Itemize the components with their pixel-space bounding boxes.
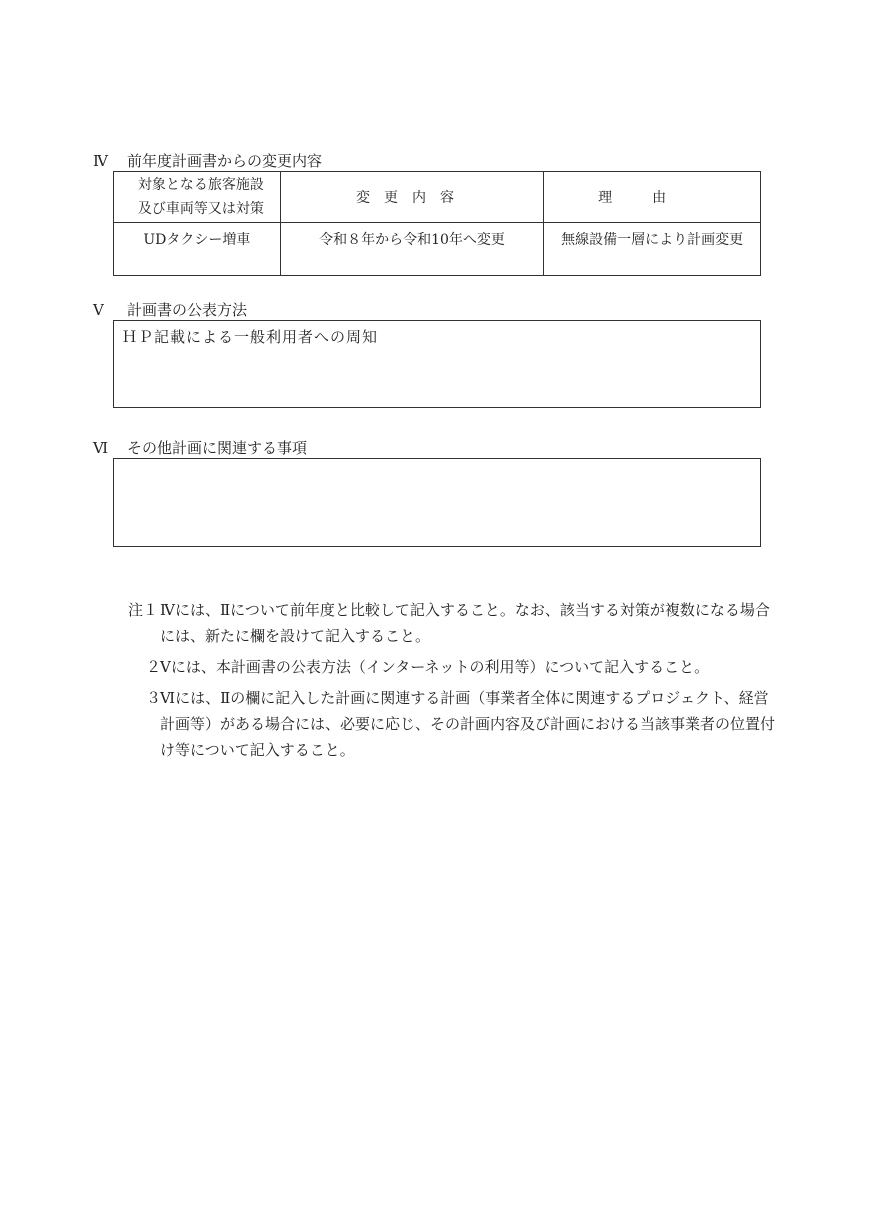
note-3-text: Ⅵには、Ⅱの欄に記入した計画に関連する計画（事業者全体に関連するプロジェクト、経営計画等）がある場合には、必要に応じ、その計画内容及び計画における当該事業者の位置付け等について記入すること。: [160, 689, 776, 759]
section-5-heading: [93, 299, 247, 320]
row-reason: 無線設備一層により計画変更: [544, 223, 761, 276]
section-5-box: [113, 320, 761, 408]
notes: [128, 597, 778, 768]
note-2-label: ２: [146, 658, 162, 676]
row-change: 令和８年から令和10年へ変更: [280, 223, 544, 276]
section-5-number: Ⅴ: [93, 301, 104, 319]
change-table-header-row: [114, 172, 761, 223]
change-table: [113, 171, 761, 276]
section-6-box: [113, 458, 761, 547]
section-4-heading: [93, 150, 322, 171]
row-target: UDタクシー増車: [114, 223, 281, 276]
note-1-text: Ⅳには、Ⅱについて前年度と比較して記入すること。なお、該当する対策が複数になる場合には、新たに欄を設けて記入すること。: [160, 601, 770, 645]
note-1: [128, 597, 778, 649]
section-5-content: ＨＰ記載による一般利用者への周知: [122, 328, 379, 346]
header-reason: 理由: [544, 172, 761, 223]
header-target: [114, 172, 281, 223]
section-6-title: その他計画に関連する事項: [127, 439, 308, 457]
section-4-number: Ⅳ: [93, 152, 108, 170]
note-3: [128, 685, 778, 763]
section-6-heading: [93, 437, 307, 458]
section-6-number: Ⅵ: [93, 439, 109, 457]
table-row: [114, 223, 761, 276]
header-target-line2: 及び車両等又は対策: [137, 201, 264, 217]
note-1-label: 注１: [128, 601, 159, 619]
note-2-text: Ⅴには、本計画書の公表方法（インターネットの利用等）について記入すること。: [160, 658, 710, 676]
section-5-title: 計画書の公表方法: [127, 301, 248, 319]
header-change: 変更内容: [280, 172, 544, 223]
note-2: [128, 654, 778, 680]
section-6-content: [114, 459, 760, 464]
section-4-title: 前年度計画書からの変更内容: [127, 152, 323, 170]
note-3-label: ３: [146, 689, 162, 707]
header-target-line1: 対象となる旅客施設: [137, 177, 264, 193]
